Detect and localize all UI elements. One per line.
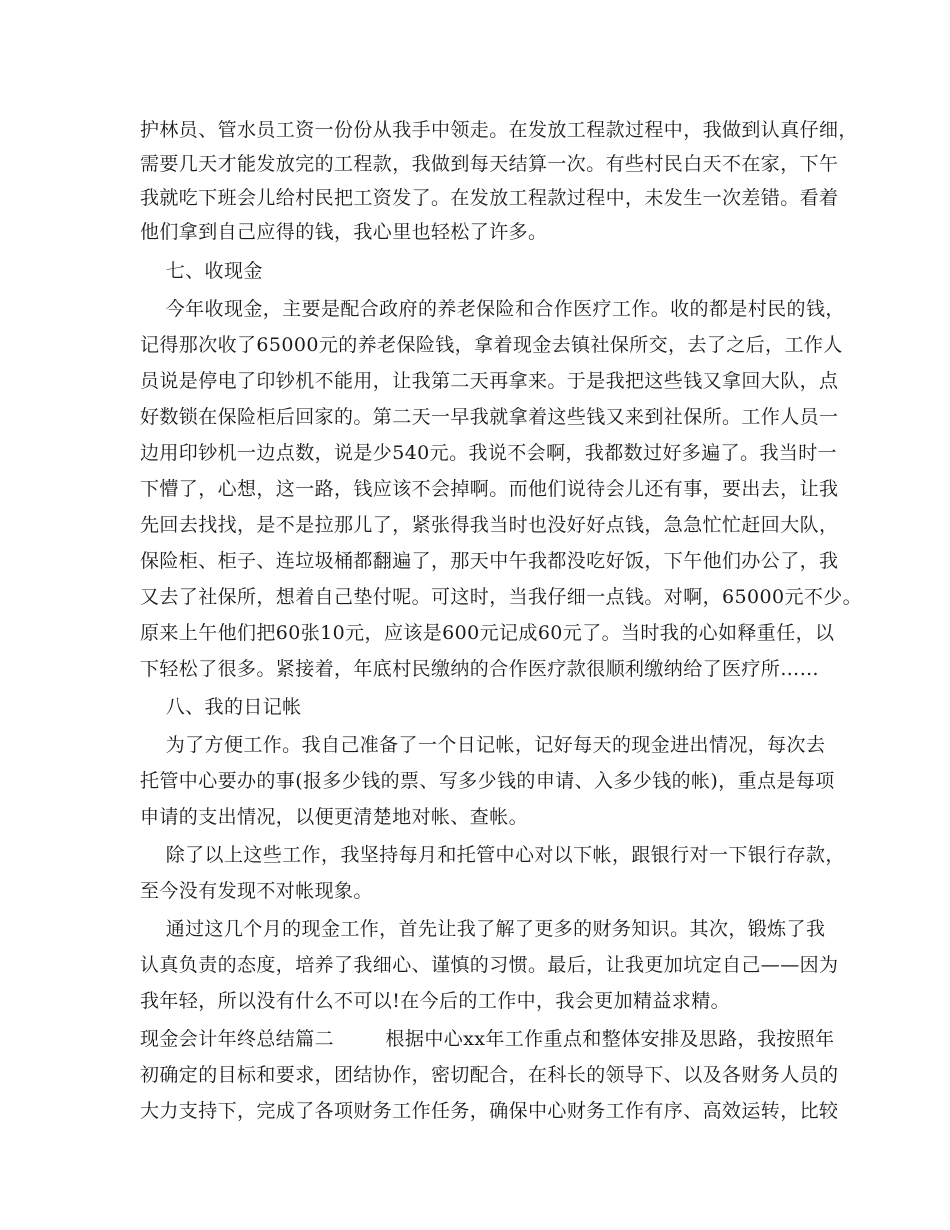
- text-line: 初确定的目标和要求，团结协作，密切配合，在科长的领导下、以及各财务人员的: [140, 1064, 839, 1086]
- section-heading: 八、我的日记帐: [140, 696, 302, 718]
- text-line: 又去了社保所，想着自己垫付呢。可这时，当我仔细一点钱。对啊，65000元不少。: [140, 586, 863, 608]
- text-line: 记得那次收了65000元的养老保险钱，拿着现金去镇社保所交，去了之后，工作人: [140, 334, 843, 356]
- text-line: 原来上午他们把60张10元，应该是600元记成60元了。当时我的心如释重任，以: [140, 622, 835, 644]
- text-line: 需要几天才能发放完的工程款，我做到每天结算一次。有些村民白天不在家，下午: [140, 153, 839, 175]
- text-line: 除了以上这些工作，我坚持每月和托管中心对以下帐，跟银行对一下银行存款，: [140, 844, 845, 866]
- text-line: 申请的支出情况，以便更清楚地对帐、查帐。: [140, 806, 529, 828]
- text-line: 下懵了，心想，这一路，钱应该不会掉啊。而他们说待会儿还有事，要出去，让我: [140, 478, 839, 500]
- text-line: 我就吃下班会儿给村民把工资发了。在发放工程款过程中，未发生一次差错。看着: [140, 187, 839, 209]
- text-line: 通过这几个月的现金工作，首先让我了解了更多的财务知识。其次，锻炼了我: [140, 918, 826, 940]
- section-heading: 七、收现金: [140, 260, 263, 282]
- text-line: 他们拿到自己应得的钱，我心里也轻松了许多。: [140, 221, 548, 243]
- text-line: 我年轻，所以没有什么不可以!在今后的工作中，我会更加精益求精。: [140, 990, 731, 1012]
- text-line: 下轻松了很多。紧接着，年底村民缴纳的合作医疗款很顺利缴纳给了医疗所……: [140, 658, 820, 680]
- text-line: 今年收现金，主要是配合政府的养老保险和合作医疗工作。收的都是村民的钱，: [140, 298, 845, 320]
- text-line: 认真负责的态度，培养了我细心、谨慎的习惯。最后，让我更加坑定自己——因为: [140, 954, 839, 976]
- text-line: 好数锁在保险柜后回家的。第二天一早我就拿着这些钱又来到社保所。工作人员一: [140, 406, 839, 428]
- text-line: 先回去找找，是不是拉那儿了，紧张得我当时也没好好点钱，急急忙忙赶回大队，: [140, 514, 839, 536]
- section-title-line: 现金会计年终总结篇二 根据中心xx年工作重点和整体安排及思路，我按照年: [140, 1028, 835, 1050]
- text-line: 大力支持下，完成了各项财务工作任务，确保中心财务工作有序、高效运转，比较: [140, 1100, 839, 1122]
- text-line: 为了方便工作。我自己准备了一个日记帐，记好每天的现金进出情况，每次去: [140, 734, 826, 756]
- text-line: 托管中心要办的事(报多少钱的票、写多少钱的申请、入多少钱的帐)，重点是每项: [140, 770, 835, 792]
- text-line: 护林员、管水员工资一份份从我手中领走。在发放工程款过程中，我做到认真仔细，: [140, 119, 858, 141]
- text-line: 边用印钞机一边点数，说是少540元。我说不会啊，我都数过好多遍了。我当时一: [140, 442, 838, 464]
- text-line: 员说是停电了印钞机不能用，让我第二天再拿来。于是我把这些钱又拿回大队，点: [140, 370, 839, 392]
- text-line: 保险柜、柜子、连垃圾桶都翻遍了，那天中午我都没吃好饭，下午他们办公了，我: [140, 550, 839, 572]
- text-line: 至今没有发现不对帐现象。: [140, 880, 373, 902]
